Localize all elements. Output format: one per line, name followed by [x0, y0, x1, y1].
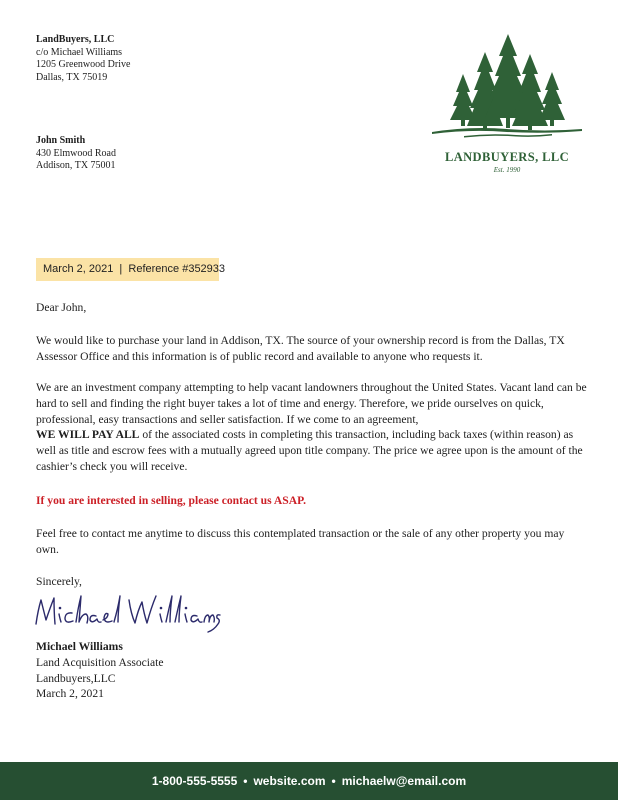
- signature: [32, 588, 222, 634]
- paragraph-2-emphasis: WE WILL PAY ALL: [36, 428, 140, 442]
- sender-street: 1205 Greenwood Drive: [36, 59, 131, 70]
- recipient-city: Addison, TX 75001: [36, 160, 116, 171]
- letter-paragraph-2: [36, 380, 588, 475]
- paragraph-2-intro: We are an investment company attempting to help vacant landowners throughout the United States. Vacant land can be hard to sell and finding the right buyer takes a lot of time and energy. Therefore, we pride ourselves on quick, professional, easy transactions and seller satisfaction. If we come to an agreement,: [36, 381, 587, 426]
- date-reference-badge: March 2, 2021 | Reference #352933: [36, 258, 219, 281]
- pine-trees-icon: [430, 34, 584, 140]
- letter-paragraph-3: Feel free to contact me anytime to discuss this contemplated transaction or the sale of any other property you may own.: [36, 527, 565, 556]
- logo-company-name: LANDBUYERS, LLC: [444, 150, 570, 164]
- letter-greeting: Dear John,: [36, 301, 87, 314]
- letter-paragraph-1: We would like to purchase your land in Addison, TX. The source of your ownership record is from the Dallas, TX Assessor Office and this information is of public record and available to anyone who requests it.: [36, 334, 565, 363]
- sender-attention: c/o Michael Williams: [36, 46, 123, 58]
- signer-name: Michael Williams: [36, 640, 123, 653]
- sender-address: [36, 34, 130, 84]
- logo-established: Est. 1990: [493, 166, 521, 174]
- recipient-name: John Smith: [36, 135, 86, 146]
- footer-phone[interactable]: 1-800-555-5555: [151, 774, 238, 788]
- sender-company: LandBuyers, LLC: [36, 34, 115, 45]
- signer-company: Landbuyers,LLC: [36, 671, 116, 685]
- recipient-address: [36, 135, 116, 173]
- sender-city: Dallas, TX 75019: [36, 71, 108, 83]
- signer-title: Land Acquisition Associate: [36, 655, 164, 669]
- footer-separator: •: [331, 774, 336, 788]
- letter-closing: Sincerely,: [36, 575, 82, 588]
- company-logo: [430, 34, 584, 174]
- recipient-street: 430 Elmwood Road: [36, 147, 116, 159]
- footer-separator: •: [243, 774, 248, 788]
- signer-date: March 2, 2021: [36, 687, 104, 701]
- footer-contact-bar: [0, 762, 618, 800]
- footer-email[interactable]: michaelw@email.com: [341, 774, 467, 788]
- paragraph-2-rest: of the associated costs in completing this transaction, including back taxes (within reason) as well as title and escrow fees with a mutually agreed upon title company. The price we agree upon is the amount of the cashier’s check you will receive.: [36, 428, 583, 473]
- call-to-action: If you are interested in selling, please contact us ASAP.: [36, 494, 306, 507]
- footer-website[interactable]: website.com: [253, 774, 326, 788]
- signer-block: [36, 639, 164, 702]
